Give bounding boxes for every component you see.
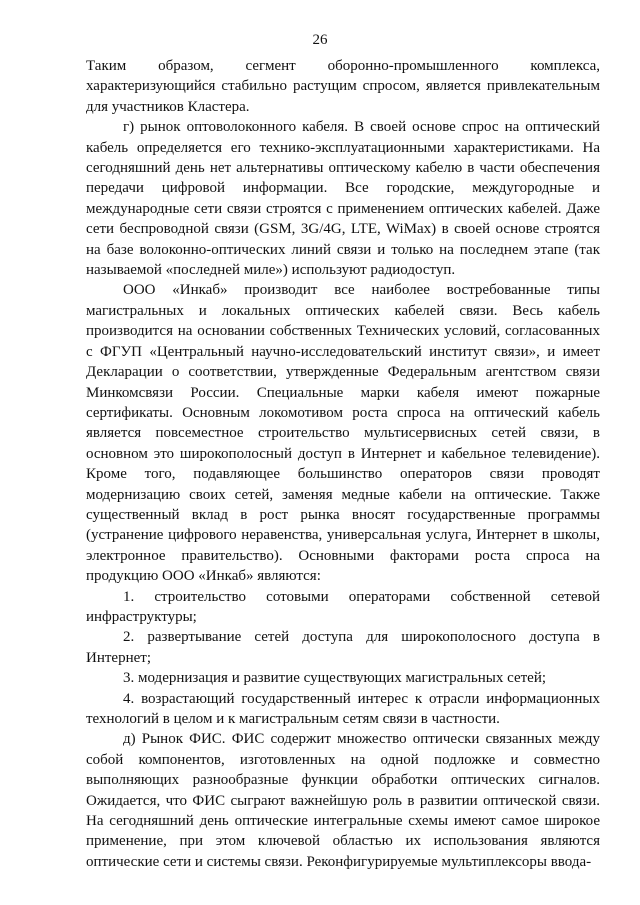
- list-item-1: 1. строительство сотовыми операторами собственной сетевой инфраструктуры;: [86, 588, 600, 625]
- list-item-2: 2. развертывание сетей доступа для широкополосного доступа в Интернет;: [86, 629, 600, 666]
- paragraph-intro: Таким образом, сегмент оборонно-промышленного комплекса, характеризующийся стабильно растущим спросом, является привлекательным для участников Кластера.: [86, 58, 600, 115]
- document-body: [86, 56, 600, 872]
- page-number: 26: [312, 32, 328, 48]
- paragraph-inkab: ООО «Инкаб» производит все наиболее востребованные типы магистральных и локальных оптических кабелей связи. Весь кабель производится на основании собственных Технических условий, согласованных с ФГУП «Центральный научно-исследовательский институт связи», и имеет Декларации о соответствии, утвержденные Федеральным агентством связи Минкомсвязи России. Специальные марки кабеля имеют пожарные сертификаты. Основным локомотивом роста спроса на оптический кабель является повсеместное строительство мультисервисных сетей связи, в основном это широкополосный доступ в Интернет и кабельное телевидение). Кроме того, подавляющее большинство операторов связи проводят модернизацию своих сетей, заменяя медные кабели на оптические. Также существенный вклад в рост рынка вносят государственные программы (устранение цифрового неравенства, универсальная услуга, Интернет в школы, электронное правительство). Основными факторами роста спроса на продукцию ООО «Инкаб» являются:: [86, 282, 600, 585]
- list-item-3: 3. модернизация и развитие существующих магистральных сетей;: [123, 670, 547, 687]
- paragraph-fiber-cable-market: г) рынок оптоволоконного кабеля. В своей основе спрос на оптический кабель определяется его технико-эксплуатационными характеристиками. На сегодняшний день нет альтернативы оптическому кабелю в части обеспечения передачи цифровой информации. Все городские, междугородные и международные сети связи строятся с применением оптических кабелей. Даже сети беспроводной связи (GSM, 3G/4G, LTE, WiMax) в своей основе строятся на базе волоконно-оптических линий связи и только на последнем этапе (так называемой «последней миле») используют радиодоступ.: [86, 119, 600, 279]
- paragraph-fis-market: д) Рынок ФИС. ФИС содержит множество оптически связанных между собой компонентов, изготовленных на одной подложке и совместно выполняющих разнообразные функции обработки оптических сигналов. Ожидается, что ФИС сыграют важнейшую роль в развитии оптической связи. На сегодняшний день оптические интегральные схемы имеют самое широкое применение, при этом ключевой областью их использования являются оптические сети и системы связи. Реконфигурируемые мультиплексоры ввода-: [86, 731, 600, 870]
- list-item-4: 4. возрастающий государственный интерес к отрасли информационных технологий в целом и к магистральным сетям связи в частности.: [86, 690, 600, 727]
